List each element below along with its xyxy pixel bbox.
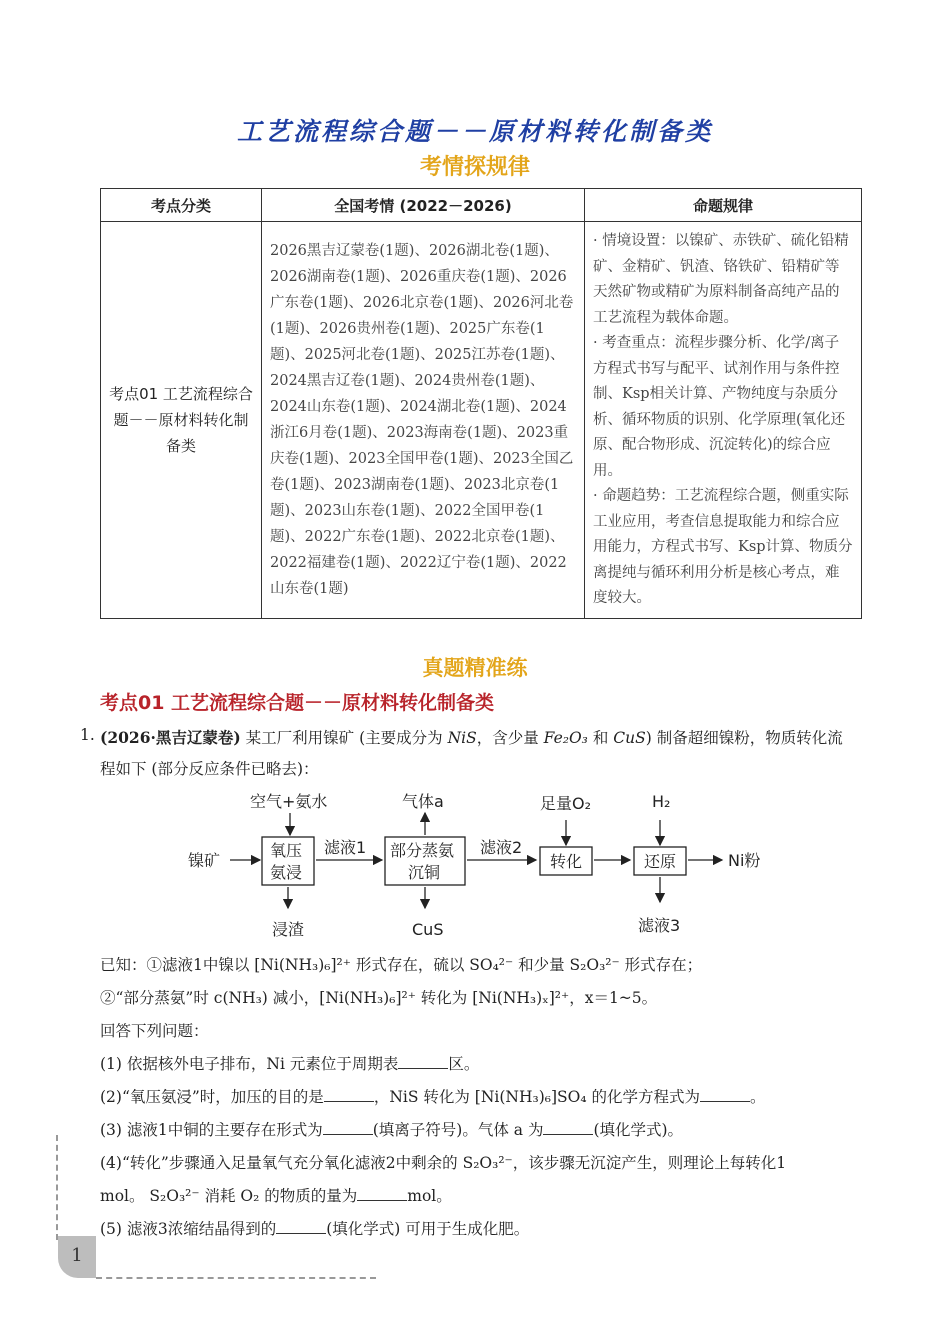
- intro-text: ) 制备超细镍粉，物质转化流: [645, 729, 843, 747]
- intro-text: ，含少量: [476, 729, 539, 747]
- question-source: (2026·黑吉辽蒙卷): [100, 728, 241, 747]
- known-line-1: 已知：①滤液1中镍以 [Ni(NH₃)₆]²⁺ 形式存在，硫以 SO₄²⁻ 和少量 S₂O₃²⁻ 形式存在；: [100, 956, 703, 974]
- subquestion-1: [100, 1052, 479, 1074]
- flow-box-reduction: 还原: [644, 852, 677, 871]
- flow-filtrate2: 滤液2: [480, 838, 523, 857]
- rules-cell: [585, 222, 862, 619]
- subquestion-4-cont: [100, 1184, 452, 1206]
- question-number: 1.: [80, 726, 95, 744]
- q-text: (填化学式) 可用于生成化肥。: [326, 1220, 530, 1238]
- practice-title: 真题精准练: [422, 656, 528, 680]
- q-text: (2)“氧压氨浸”时，加压的目的是: [100, 1088, 324, 1106]
- flow-o2: 足量O₂: [540, 794, 592, 813]
- subquestion-3: [100, 1118, 683, 1140]
- knowledge-point-title: 考点01 工艺流程综合题－－原材料转化制备类: [100, 692, 495, 714]
- q-text: mol。: [407, 1187, 452, 1205]
- q-text: (5) 滤液3浓缩结晶得到的: [100, 1220, 277, 1238]
- page-decoration-dashed-line: [96, 1277, 376, 1279]
- flow-h2: H₂: [652, 792, 671, 811]
- flow-box-deammonia-line2: 沉铜: [408, 863, 441, 882]
- col-header-rules: 命题规律: [585, 189, 862, 222]
- subquestion-4: (4)“转化”步骤通入足量氧气充分氧化滤液2中剩余的 S₂O₃²⁻，该步骤无沉淀产生，则理论上每转化1: [100, 1154, 787, 1172]
- questions-intro: 回答下列问题：: [100, 1022, 209, 1040]
- q-text: mol。 S₂O₃²⁻ 消耗 O₂ 的物质的量为: [100, 1187, 358, 1205]
- answer-blank[interactable]: [357, 1186, 407, 1201]
- page-number: 1: [58, 1236, 96, 1278]
- flow-air-ammonia: 空气+氨水: [250, 792, 328, 811]
- q-text: (填化学式)。: [593, 1121, 684, 1139]
- rule-item: · 情境设置：以镍矿、赤铁矿、硫化铅精矿、金精矿、钒渣、铬铁矿、铅精矿等天然矿物或精矿为原料制备高纯产品的工艺流程为载体命题。: [593, 233, 849, 326]
- flow-cus: CuS: [412, 920, 444, 939]
- process-flow-diagram: [180, 785, 780, 945]
- exams-cell: 2026黑吉辽蒙卷(1题)、2026湖北卷(1题)、2026湖南卷(1题)、2026重庆卷(1题)、2026广东卷(1题)、2026北京卷(1题)、2026河北卷(1题)、2026贵州卷(1题)、2025广东卷(1题)、2025河北卷(1题)、2025江苏卷(1题)、2024黑吉辽卷(1题)、2024贵州卷(1题)、2024山东卷(1题)、2024湖北卷(1题)、2024浙江6月卷(1题)、2023海南卷(1题)、2023重庆卷(1题)、2023全国甲卷(1题)、2023全国乙卷(1题)、2023湖南卷(1题)、2023北京卷(1题)、2023山东卷(1题)、2022全国甲卷(1题)、2022广东卷(1题)、2022北京卷(1题)、2022福建卷(1题)、2022辽宁卷(1题)、2022山东卷(1题): [262, 222, 585, 619]
- formula-fe2o3: Fe₂O₃: [543, 729, 588, 747]
- q-text: (1) 依据核外电子排布，Ni 元素位于周期表: [100, 1055, 399, 1073]
- intro-text: 某工厂利用镍矿 (主要成分为: [245, 729, 443, 747]
- formula-cus: CuS: [613, 729, 646, 747]
- flow-box-oxidation-line1: 氧压: [270, 841, 303, 860]
- flow-filtrate3: 滤液3: [638, 916, 681, 935]
- intro-text: 和: [592, 729, 609, 747]
- answer-blank[interactable]: [276, 1219, 326, 1234]
- table-row: [101, 222, 862, 619]
- col-header-exams: 全国考情 (2022－2026): [262, 189, 585, 222]
- col-header-category: 考点分类: [101, 189, 262, 222]
- question-intro-line2: 程如下 (部分反应条件已略去)：: [100, 760, 319, 778]
- flow-box-oxidation-line2: 氨浸: [270, 863, 303, 882]
- exam-info-table: [100, 188, 862, 619]
- rule-item: · 命题趋势：工艺流程综合题，侧重实际工业应用，考查信息提取能力和综合应用能力，方程式书写、Ksp计算、物质分离提纯与循环利用分析是核心考点，难度较大。: [593, 488, 853, 606]
- document-title: 工艺流程综合题－－原材料转化制备类: [236, 117, 713, 146]
- answer-blank[interactable]: [323, 1120, 373, 1135]
- flow-residue: 浸渣: [272, 920, 305, 939]
- q-text: 。: [750, 1088, 766, 1106]
- answer-blank[interactable]: [700, 1087, 750, 1102]
- q-text: ，NiS 转化为 [Ni(NH₃)₆]SO₄ 的化学方程式为: [373, 1088, 700, 1106]
- subquestion-5: [100, 1217, 529, 1239]
- page-decoration-dashed-line: [56, 1135, 58, 1240]
- category-cell: 考点01 工艺流程综合题－－原材料转化制备类: [101, 222, 262, 619]
- question-intro: [100, 726, 843, 748]
- q-text: 区。: [448, 1055, 480, 1073]
- flow-box-conversion: 转化: [550, 852, 583, 871]
- q-text: (3) 滤液1中铜的主要存在形式为: [100, 1121, 323, 1139]
- flow-product: Ni粉: [728, 851, 761, 870]
- section-subtitle: 考情探规律: [419, 155, 530, 180]
- q-text: (填离子符号)。气体 a 为: [372, 1121, 544, 1139]
- formula-nis: NiS: [447, 729, 477, 747]
- flow-filtrate1: 滤液1: [324, 838, 367, 857]
- flow-box-deammonia-line1: 部分蒸氨: [390, 841, 455, 860]
- answer-blank[interactable]: [398, 1054, 448, 1069]
- table-header-row: [101, 189, 862, 222]
- flow-gas-a: 气体a: [402, 792, 444, 811]
- flow-input: 镍矿: [188, 851, 221, 870]
- rule-item: · 考查重点：流程步骤分析、化学/离子方程式书写与配平、试剂作用与条件控制、Ksp相关计算、产物纯度与杂质分析、循环物质的识别、化学原理(氧化还原、配合物形成、沉淀转化)的综合应用。: [593, 335, 846, 479]
- answer-blank[interactable]: [543, 1120, 593, 1135]
- subquestion-2: [100, 1085, 766, 1107]
- answer-blank[interactable]: [324, 1087, 374, 1102]
- known-line-2: ②“部分蒸氨”时 c(NH₃) 减小，[Ni(NH₃)₆]²⁺ 转化为 [Ni(NH₃)ₓ]²⁺，x＝1~5。: [100, 989, 658, 1007]
